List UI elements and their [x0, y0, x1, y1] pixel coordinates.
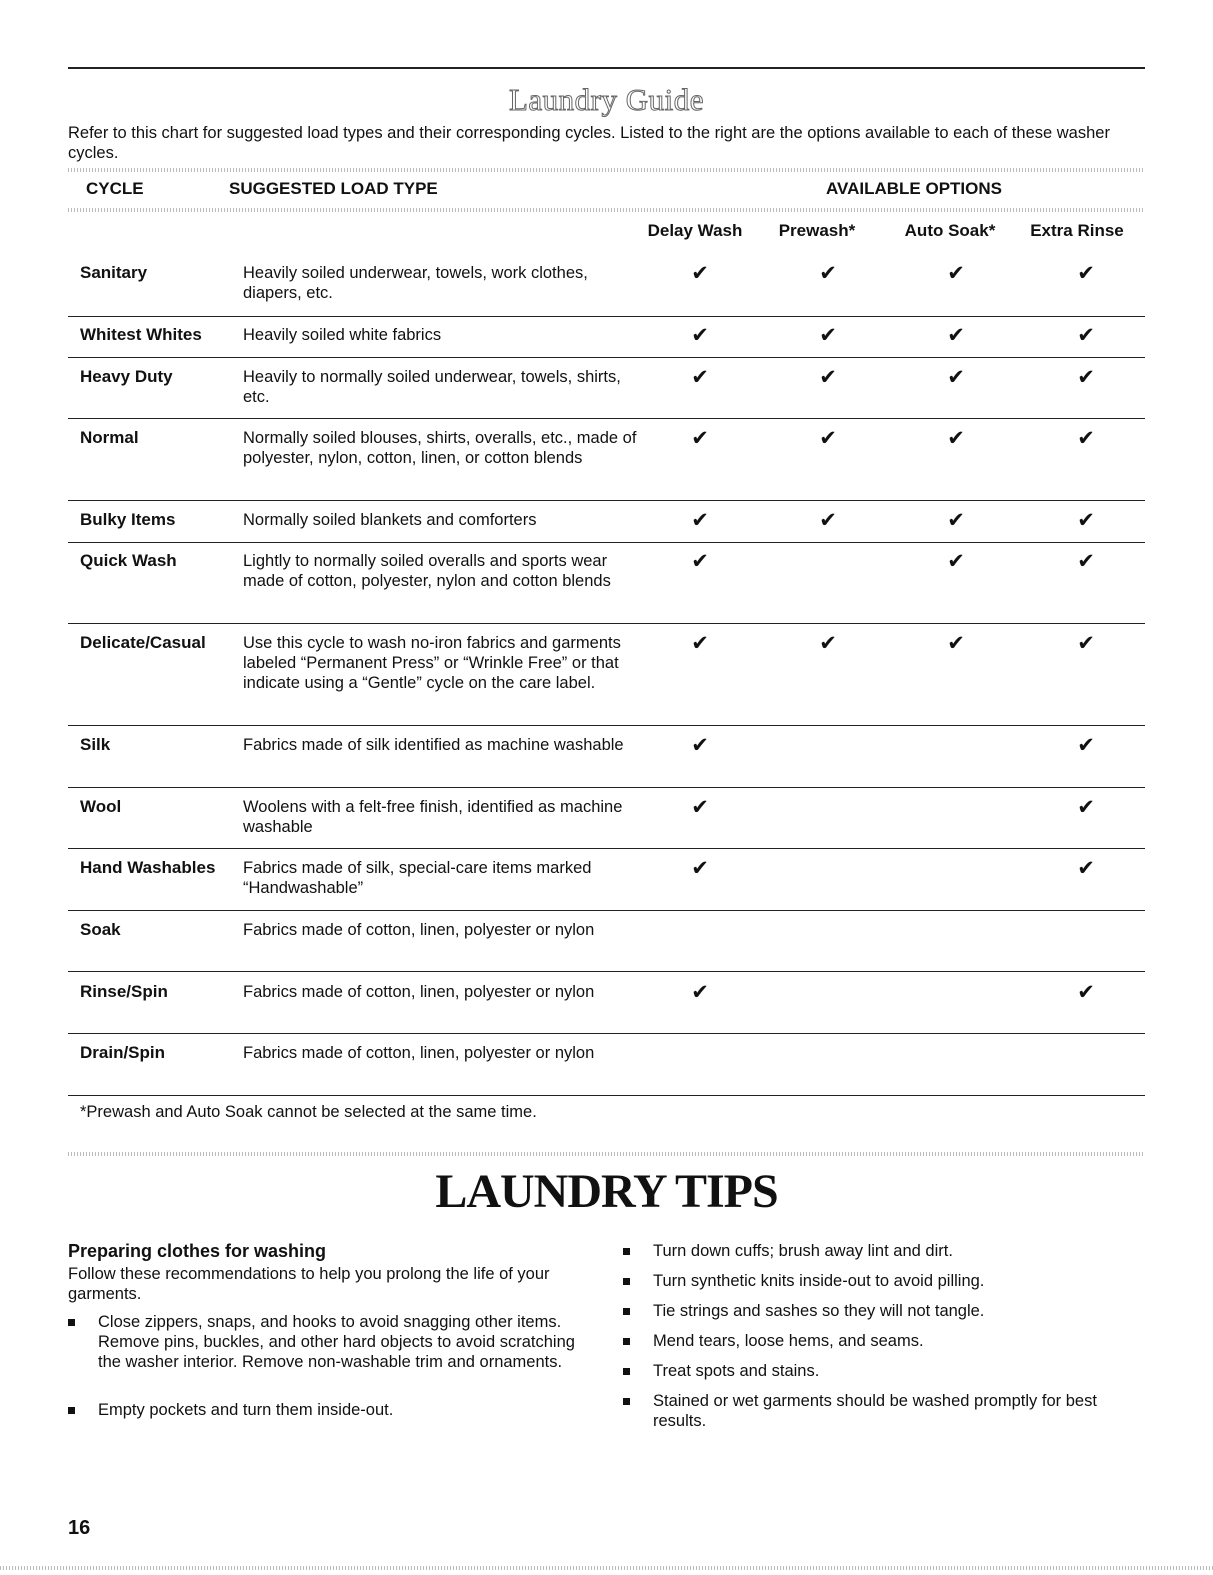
- checkmark-icon: ✔: [947, 632, 965, 655]
- checkmark-icon: ✔: [947, 262, 965, 285]
- suggested-load-type: Fabrics made of silk, special-care items marked “Handwashable”: [243, 859, 592, 897]
- checkmark-icon: ✔: [819, 324, 837, 347]
- tip-text: Tie strings and sashes so they will not tangle.: [653, 1302, 985, 1320]
- page-bottom-edge: [0, 1566, 1213, 1570]
- tip-text: Treat spots and stains.: [653, 1362, 820, 1380]
- row-separator: [68, 848, 1145, 849]
- tip-text: Mend tears, loose hems, and seams.: [653, 1332, 924, 1350]
- table-footnote: *Prewash and Auto Soak cannot be selected at the same time.: [80, 1103, 537, 1121]
- page-number: 16: [68, 1517, 91, 1539]
- row-separator: [68, 542, 1145, 543]
- checkmark-icon: ✔: [691, 796, 709, 819]
- row-separator: [68, 1095, 1145, 1096]
- checkmark-icon: ✔: [1077, 366, 1095, 389]
- row-separator: [68, 500, 1145, 501]
- checkmark-icon: ✔: [1077, 509, 1095, 532]
- checkmark-icon: ✔: [1077, 796, 1095, 819]
- checkmark-icon: ✔: [691, 857, 709, 880]
- cycle-name: Normal: [80, 428, 139, 447]
- bullet-square-icon: [623, 1368, 630, 1375]
- bullet-square-icon: [623, 1278, 630, 1285]
- suggested-load-type: Heavily to normally soiled underwear, towels, shirts, etc.: [243, 368, 621, 406]
- dotted-divider: [68, 168, 1145, 172]
- suggested-load-type: Heavily soiled underwear, towels, work clothes, diapers, etc.: [243, 264, 588, 302]
- guide-intro: Refer to this chart for suggested load types and their corresponding cycles. Listed to the right are the options available to each of these washer cycles.: [68, 124, 1110, 162]
- option-header-extra-rinse: Extra Rinse: [1030, 221, 1124, 240]
- row-separator: [68, 725, 1145, 726]
- header-available-options: AVAILABLE OPTIONS: [826, 179, 1002, 198]
- checkmark-icon: ✔: [819, 427, 837, 450]
- suggested-load-type: Fabrics made of cotton, linen, polyester or nylon: [243, 921, 595, 939]
- checkmark-icon: ✔: [947, 324, 965, 347]
- checkmark-icon: ✔: [691, 550, 709, 573]
- checkmark-icon: ✔: [691, 262, 709, 285]
- cycle-name: Heavy Duty: [80, 367, 173, 386]
- cycle-name: Wool: [80, 797, 122, 816]
- option-header-auto-soak: Auto Soak*: [904, 221, 996, 240]
- cycle-name: Whitest Whites: [80, 325, 202, 344]
- suggested-load-type: Heavily soiled white fabrics: [243, 326, 442, 344]
- header-load-type: SUGGESTED LOAD TYPE: [229, 179, 438, 198]
- cycle-name: Sanitary: [80, 263, 148, 282]
- bullet-square-icon: [68, 1407, 75, 1414]
- checkmark-icon: ✔: [1077, 550, 1095, 573]
- checkmark-icon: ✔: [1077, 324, 1095, 347]
- tip-text: Empty pockets and turn them inside-out.: [98, 1401, 394, 1419]
- row-separator: [68, 316, 1145, 317]
- suggested-load-type: Fabrics made of cotton, linen, polyester or nylon: [243, 1044, 595, 1062]
- checkmark-icon: ✔: [691, 734, 709, 757]
- bullet-square-icon: [623, 1338, 630, 1345]
- row-separator: [68, 357, 1145, 358]
- cycle-name: Drain/Spin: [80, 1043, 166, 1062]
- suggested-load-type: Fabrics made of silk identified as machine washable: [243, 736, 624, 754]
- tips-intro: Follow these recommendations to help you prolong the life of your garments.: [68, 1265, 550, 1303]
- guide-title: Laundry Guide: [508, 82, 705, 117]
- suggested-load-type: Use this cycle to wash no-iron fabrics and garments labeled “Permanent Press” or “Wrinkle Free” or that indicate using a “Gentle” cycle on the care label.: [243, 634, 621, 692]
- suggested-load-type: Lightly to normally soiled overalls and sports wear made of cotton, polyester, nylon and cotton blends: [243, 552, 611, 590]
- bullet-square-icon: [68, 1319, 75, 1326]
- row-separator: [68, 623, 1145, 624]
- cycle-name: Delicate/Casual: [80, 633, 206, 652]
- checkmark-icon: ✔: [691, 981, 709, 1004]
- dotted-divider: [68, 208, 1145, 212]
- cycle-name: Silk: [80, 735, 111, 754]
- row-separator: [68, 910, 1145, 911]
- checkmark-icon: ✔: [947, 550, 965, 573]
- row-separator: [68, 1033, 1145, 1034]
- cycle-name: Quick Wash: [80, 551, 177, 570]
- checkmark-icon: ✔: [947, 509, 965, 532]
- checkmark-icon: ✔: [819, 366, 837, 389]
- checkmark-icon: ✔: [819, 262, 837, 285]
- checkmark-icon: ✔: [1077, 427, 1095, 450]
- header-cycle: CYCLE: [86, 179, 144, 198]
- checkmark-icon: ✔: [1077, 734, 1095, 757]
- checkmark-icon: ✔: [1077, 857, 1095, 880]
- suggested-load-type: Normally soiled blankets and comforters: [243, 511, 537, 529]
- tip-text: Turn synthetic knits inside-out to avoid pilling.: [653, 1272, 985, 1290]
- dotted-divider: [68, 1152, 1145, 1156]
- option-header-delay-wash: Delay Wash: [647, 221, 743, 240]
- checkmark-icon: ✔: [819, 509, 837, 532]
- bullet-square-icon: [623, 1248, 630, 1255]
- cycle-name: Soak: [80, 920, 121, 939]
- cycle-name: Bulky Items: [80, 510, 176, 529]
- cycle-name: Rinse/Spin: [80, 982, 168, 1001]
- suggested-load-type: Woolens with a felt-free finish, identified as machine washable: [243, 798, 623, 836]
- suggested-load-type: Normally soiled blouses, shirts, overalls, etc., made of polyester, nylon, cotton, linen, or cotton blends: [243, 429, 637, 467]
- tip-text: Turn down cuffs; brush away lint and dirt.: [653, 1242, 953, 1260]
- tips-title: LAUNDRY TIPS: [435, 1165, 778, 1218]
- checkmark-icon: ✔: [1077, 632, 1095, 655]
- tip-text: Stained or wet garments should be washed promptly for best results.: [653, 1392, 1097, 1430]
- tips-subheading: Preparing clothes for washing: [68, 1241, 327, 1261]
- checkmark-icon: ✔: [819, 632, 837, 655]
- checkmark-icon: ✔: [691, 324, 709, 347]
- checkmark-icon: ✔: [1077, 262, 1095, 285]
- checkmark-icon: ✔: [691, 632, 709, 655]
- top-rule: [68, 67, 1145, 69]
- bullet-square-icon: [623, 1398, 630, 1405]
- checkmark-icon: ✔: [691, 366, 709, 389]
- checkmark-icon: ✔: [947, 427, 965, 450]
- bullet-square-icon: [623, 1308, 630, 1315]
- cycle-name: Hand Washables: [80, 858, 216, 877]
- row-separator: [68, 971, 1145, 972]
- suggested-load-type: Fabrics made of cotton, linen, polyester or nylon: [243, 983, 595, 1001]
- checkmark-icon: ✔: [947, 366, 965, 389]
- option-header-prewash: Prewash*: [778, 221, 856, 240]
- checkmark-icon: ✔: [691, 509, 709, 532]
- checkmark-icon: ✔: [1077, 981, 1095, 1004]
- row-separator: [68, 418, 1145, 419]
- checkmark-icon: ✔: [691, 427, 709, 450]
- row-separator: [68, 787, 1145, 788]
- tip-text: Close zippers, snaps, and hooks to avoid snagging other items. Remove pins, buckles, and other hard objects to avoid scratching the washer interior. Remove non-washable trim and ornaments.: [98, 1313, 575, 1371]
